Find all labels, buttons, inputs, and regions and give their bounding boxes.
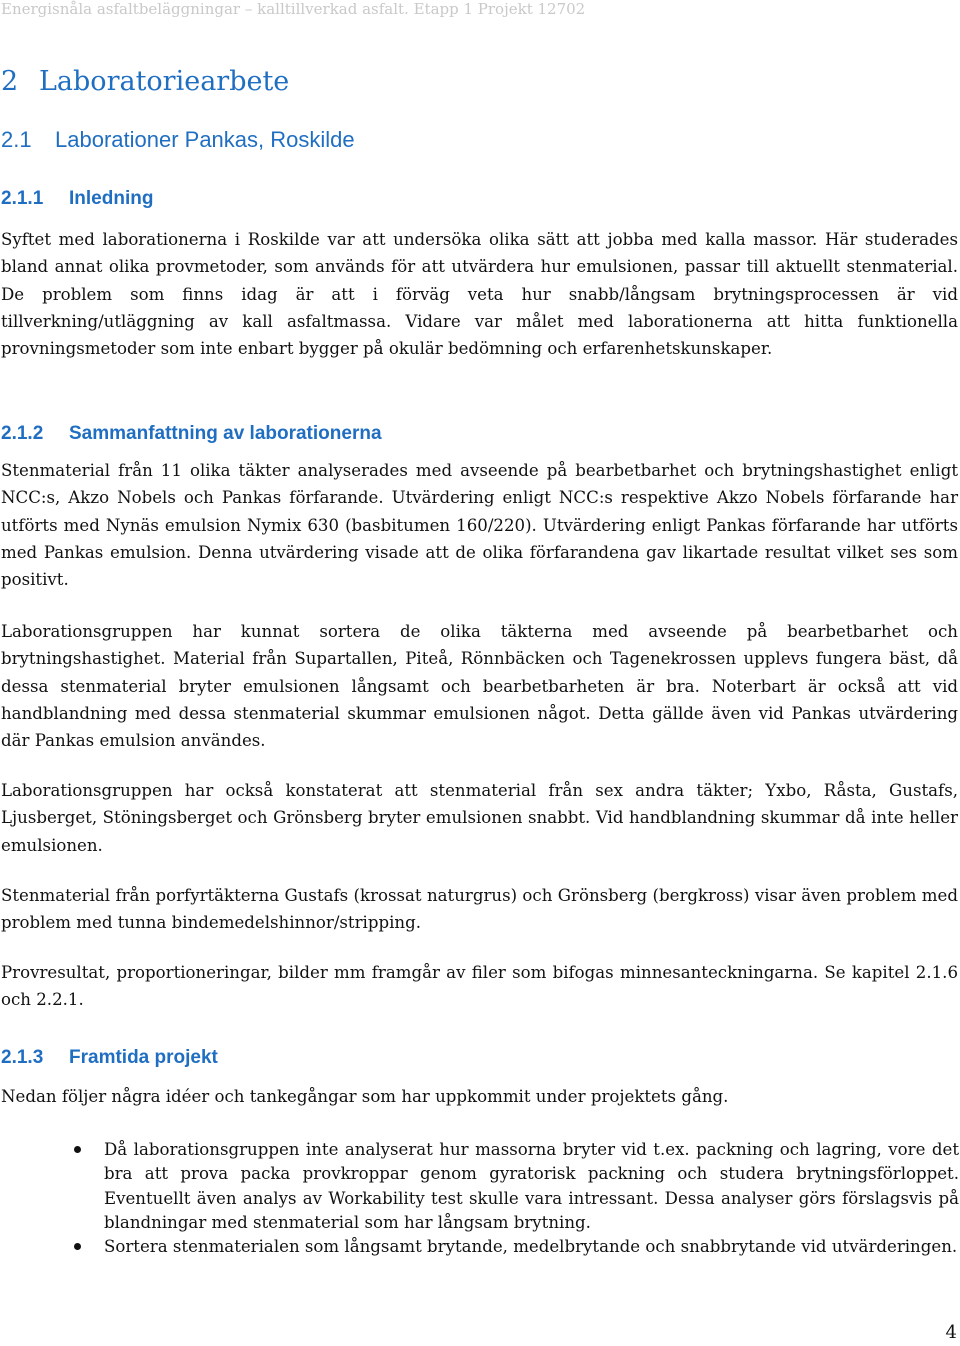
subsection-title: Sammanfattning av laborationerna xyxy=(69,423,382,444)
subsection-number: 2.1.2 xyxy=(1,423,44,444)
subsection-title: Framtida projekt xyxy=(69,1047,218,1068)
paragraph: Provresultat, proportioneringar, bilder mm framgår av filer som bifogas minnesanteckningarna. Se kapitel 2.1.6 och 2.2.1. xyxy=(1,963,958,1010)
paragraph: Syftet med laborationerna i Roskilde var att undersöka olika sätt att jobba med kalla massor. Här studerades bland annat olika provmetoder, som används för att utvärdera hur emulsionen, passar till aktuellt stenmaterial. De problem som finns idag är att i förväg veta hur snabb/långsam brytningsprocessen är vid tillverkning/utläggning av kall asfaltmassa. Vidare var målet med laborationerna att hitta funktionella provningsmetoder som inte enbart bygger på okulär bedömning och erfarenhetskunskaper. xyxy=(1,230,958,359)
subsection-number: 2.1.3 xyxy=(1,1047,44,1068)
list-item-text: Då laborationsgruppen inte analyserat hur massorna bryter vid t.ex. packning och lagring, vore det bra att prova packa provkroppar genom gyratorisk packning och studera brytningsförloppet. Eventuellt även analys av Workability test skulle vara intressant. Dessa analyser görs förslagsvis på blandningar med stenmaterial som har långsam brytning. xyxy=(104,1140,959,1232)
paragraph: Laborationsgruppen har kunnat sortera de olika täkterna med avseende på bearbetbarhet och brytningshastighet. Material från Supartallen, Piteå, Rönnbäcken och Tagenekrossen upplevs fungera bäst, då dessa stenmaterial bryter emulsionen långsamt och bearbetbarheten är bra. Noterbart är också att vid handblandning med dessa stenmaterial skummar emulsionen något. Detta gällde även vid Pankas utvärdering där Pankas emulsion användes. xyxy=(1,622,958,751)
subsection-number: 2.1.1 xyxy=(1,188,44,209)
bullet-icon xyxy=(74,1243,81,1250)
list-item xyxy=(0,1138,959,1235)
chapter-number: 2 xyxy=(1,66,19,97)
paragraph: Laborationsgruppen har också konstaterat att stenmaterial från sex andra täkter; Yxbo, Råsta, Gustafs, Ljusberget, Stöningsberget och Grönsberg bryter emulsionen snabbt. Vid handblandning skummar då inte heller emulsionen. xyxy=(1,781,958,855)
page-number: 4 xyxy=(945,1322,957,1343)
chapter-title: Laboratoriearbete xyxy=(39,66,290,97)
running-header: Energisnåla asfaltbeläggningar – kalltillverkad asfalt. Etapp 1 Projekt 12702 xyxy=(1,0,586,18)
section-number: 2.1 xyxy=(1,127,32,152)
section-heading xyxy=(1,127,355,153)
subsection-heading-inledning xyxy=(1,188,153,210)
subsection-title: Inledning xyxy=(69,188,154,209)
list-item-text: Sortera stenmaterialen som långsamt brytande, medelbrytande och snabbrytande vid utvärderingen. xyxy=(104,1237,958,1257)
chapter-heading xyxy=(1,66,289,97)
list-item xyxy=(0,1235,959,1259)
subsection-heading-sammanfattning xyxy=(1,423,382,445)
subsection-heading-framtida-projekt xyxy=(1,1047,218,1069)
bullet-list xyxy=(0,1138,960,1259)
paragraph: Stenmaterial från 11 olika täkter analyserades med avseende på bearbetbarhet och brytningshastighet enligt NCC:s, Akzo Nobels och Pankas förfarande. Utvärdering enligt NCC:s respektive Akzo Nobels förfarande har utförts med Nynäs emulsion Nymix 630 (basbitumen 160/220). Utvärdering enligt Pankas förfarande har utförts med Pankas emulsion. Denna utvärdering visade att de olika förfarandena gav likartade resultat vilket ses som positivt. xyxy=(1,461,958,590)
paragraph: Stenmaterial från porfyrtäkterna Gustafs (krossat naturgrus) och Grönsberg (bergkross) visar även problem med problem med tunna bindemedelshinnor/stripping. xyxy=(1,886,958,933)
paragraph: Nedan följer några idéer och tankegångar som har uppkommit under projektets gång. xyxy=(1,1087,729,1106)
bullet-icon xyxy=(74,1146,81,1153)
section-title: Laborationer Pankas, Roskilde xyxy=(55,127,355,152)
